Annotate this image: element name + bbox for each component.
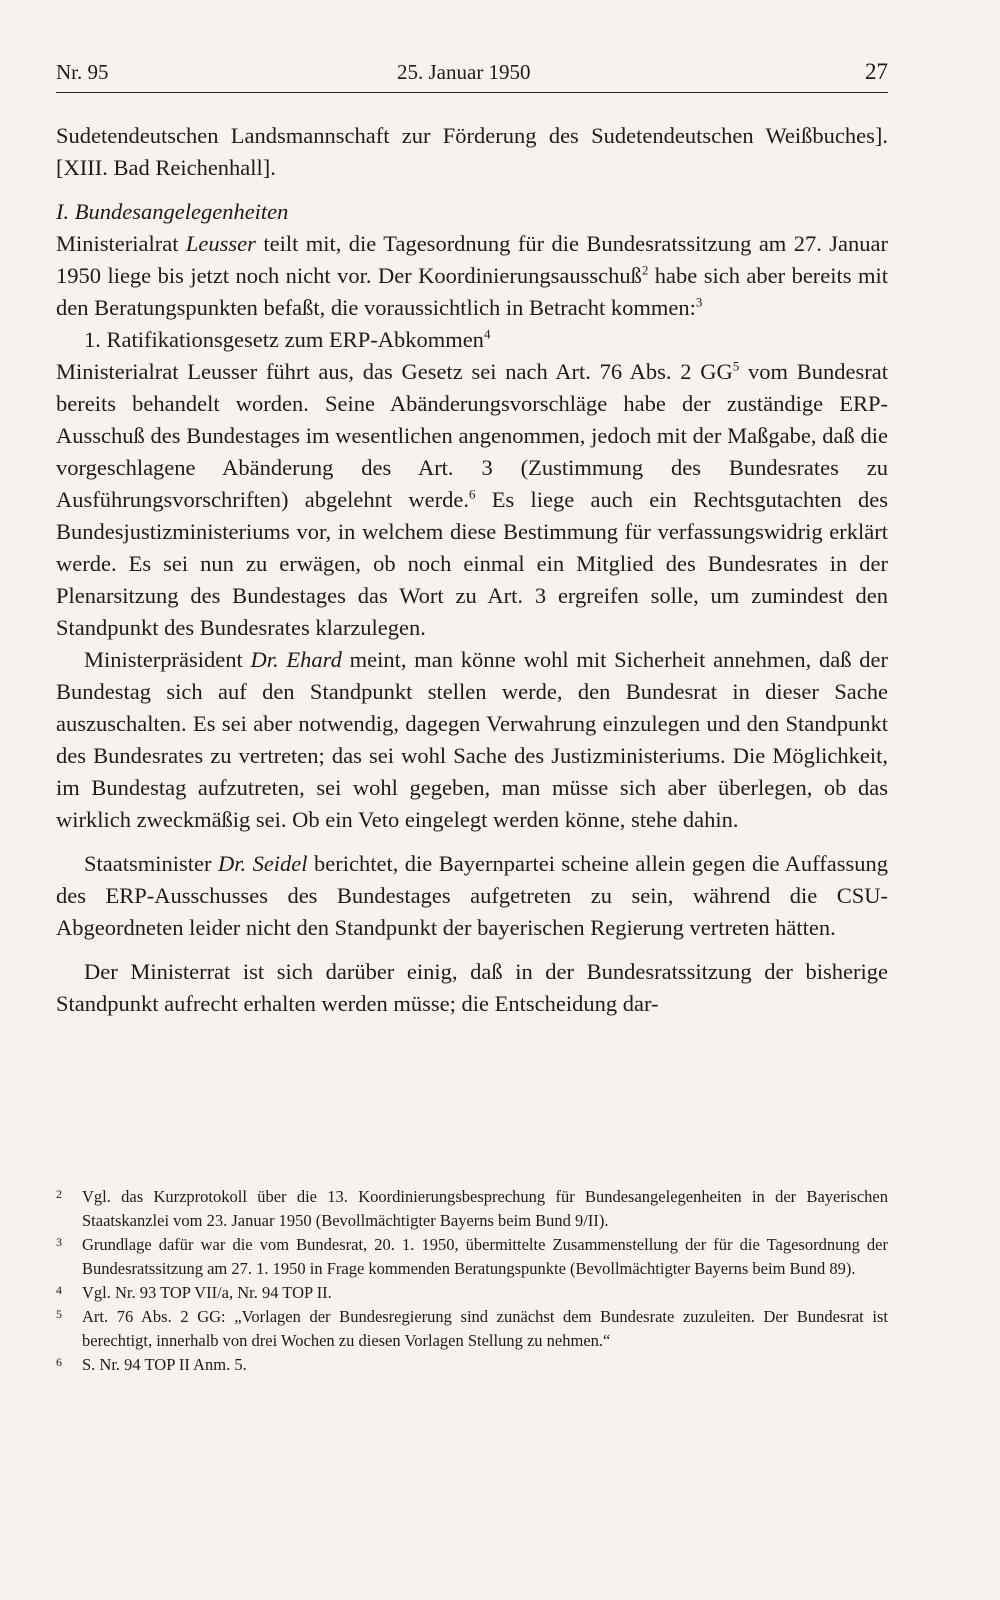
- paragraph-text: berichtet, die Bayernpartei scheine allein gegen die Auffassung des ERP-Ausschusses des Bundestages aufgetreten zu sein, während die CSU-Abgeordneten leider nicht den Standpunkt der bayerischen Regierung vertreten hätten.: [56, 851, 889, 940]
- footnote-text: Art. 76 Abs. 2 GG: „Vorlagen der Bundesregierung sind zunächst dem Bundesrate zuzuleiten. Der Bundesrat ist berechtigt, innerhalb von drei Wochen zu diesen Vorlagen Stellung zu nehmen.“: [82, 1307, 888, 1350]
- footnote-mark: 6: [56, 1355, 62, 1369]
- footnote-ref: 4: [483, 326, 491, 342]
- footnote-text: S. Nr. 94 TOP II Anm. 5.: [82, 1355, 247, 1374]
- footnote-ref: 5: [732, 358, 740, 374]
- section-heading: I. Bundesangelegenheiten: [56, 199, 289, 224]
- header-rule: [56, 92, 888, 93]
- paragraph-text: vom Bundesrat bereits behandelt worden. Seine Abänderungsvorschläge habe der zuständige ERP-Ausschuß des Bundestages im wesentlichen angenommen, jedoch mit der Maßgabe, daß die vorgeschlagene Abänderung des Art. 3 (Zustimmung des Bundesrates zu Ausführungsvorschriften) abgelehnt werde.: [56, 359, 889, 512]
- agenda-item: [56, 324, 888, 356]
- paragraph-text: teilt mit, die Tagesordnung für die Bundesratssitzung am 27. Januar 1950 liege bis jetzt noch nicht vor. Der Koordinierungsausschuß: [56, 231, 888, 288]
- footnote-mark: 5: [56, 1307, 62, 1321]
- speaker-name: Dr. Ehard: [250, 647, 342, 672]
- footnote-text: Vgl. Nr. 93 TOP VII/a, Nr. 94 TOP II.: [82, 1283, 332, 1302]
- paragraph-text: Ministerialrat: [56, 231, 179, 256]
- page-number: 27: [865, 59, 888, 84]
- footnotes: [56, 1185, 888, 1377]
- footnote: [56, 1305, 888, 1353]
- paragraph-text: Es liege auch ein Rechtsgutachten des Bundesjustizministeriums vor, in welchem diese Bestimmung für verfassungswidrig erklärt werde. Es sei nun zu erwägen, ob noch einmal ein Mitglied des Bundesrates in der Plenarsitzung des Bundestages das Wort zu Art. 3 ergreifen solle, um zumindest den Standpunkt des Bundesrates klarzulegen.: [56, 487, 888, 640]
- agenda-item-text: 1. Ratifikationsgesetz zum ERP-Abkommen: [84, 327, 484, 352]
- paragraph-ministerrat: Der Ministerrat ist sich darüber einig, daß in der Bundesratssitzung der bisherige Standpunkt aufrecht erhalten werden müsse; die Entscheidung dar-: [56, 959, 888, 1016]
- footnote: [56, 1281, 888, 1305]
- paragraph-continuation: Sudetendeutschen Landsmannschaft zur Förderung des Sudetendeutschen Weißbuches]. [XIII. Bad Reichenhall].: [56, 123, 888, 180]
- paragraph-seidel: [56, 848, 888, 944]
- footnote: [56, 1233, 888, 1281]
- footnote-mark: 2: [56, 1187, 62, 1201]
- paragraph-text: meint, man könne wohl mit Sicherheit annehmen, daß der Bundestag sich auf den Standpunkt stellen werde, den Bundesrat in dieser Sache auszuschalten. Es sei aber notwendig, dagegen Verwahrung einzulegen und den Standpunkt des Bundesrates zu vertreten; das sei wohl Sache des Justizministeriums. Die Möglichkeit, im Bundestag aufzutreten, sei wohl gegeben, man müsse sich aber überlegen, ob das wirklich zweckmäßig sei. Ob ein Veto eingelegt werden könne, stehe dahin.: [56, 647, 888, 832]
- footnote-text: Vgl. das Kurzprotokoll über die 13. Koordinierungsbesprechung für Bundesangelegenheiten in der Bayerischen Staatskanzlei vom 23. Januar 1950 (Bevollmächtigter Bayerns beim Bund 9/II).: [82, 1187, 888, 1230]
- paragraph-text: habe sich aber bereits mit den Beratungspunkten befaßt, die voraussichtlich in Betracht kommen:: [56, 263, 888, 320]
- footnote-ref: 2: [641, 262, 649, 278]
- footnote: [56, 1185, 888, 1233]
- running-header: [56, 56, 888, 88]
- paragraph-text: Ministerialrat Leusser führt aus, das Gesetz sei nach Art. 76 Abs. 2 GG: [56, 359, 733, 384]
- paragraph-text: Ministerpräsident: [84, 647, 243, 672]
- paragraph-leusser: [56, 228, 888, 324]
- paragraph-text: Staatsminister: [84, 851, 212, 876]
- document-number: Nr. 95: [56, 60, 109, 84]
- footnote-mark: 4: [56, 1283, 62, 1297]
- paragraph-ehard: [56, 644, 888, 836]
- footnote-ref: 6: [469, 486, 476, 502]
- speaker-name: Leusser: [185, 231, 256, 256]
- footnote-text: Grundlage dafür war die vom Bundesrat, 20. 1. 1950, übermittelte Zusammenstellung der für die Tagesordnung der Bundesratssitzung am 27. 1. 1950 in Frage kommenden Beratungspunkte (Bevollmächtigter Bayerns beim Bund 89).: [82, 1235, 888, 1278]
- footnote-mark: 3: [56, 1235, 62, 1249]
- speaker-name: Dr. Seidel: [217, 851, 308, 876]
- main-text: [56, 120, 888, 1020]
- footnote-ref: 3: [695, 294, 703, 310]
- footnote: [56, 1353, 888, 1377]
- header-date: 25. Januar 1950: [397, 60, 531, 84]
- paragraph-leusser-2: [56, 356, 888, 644]
